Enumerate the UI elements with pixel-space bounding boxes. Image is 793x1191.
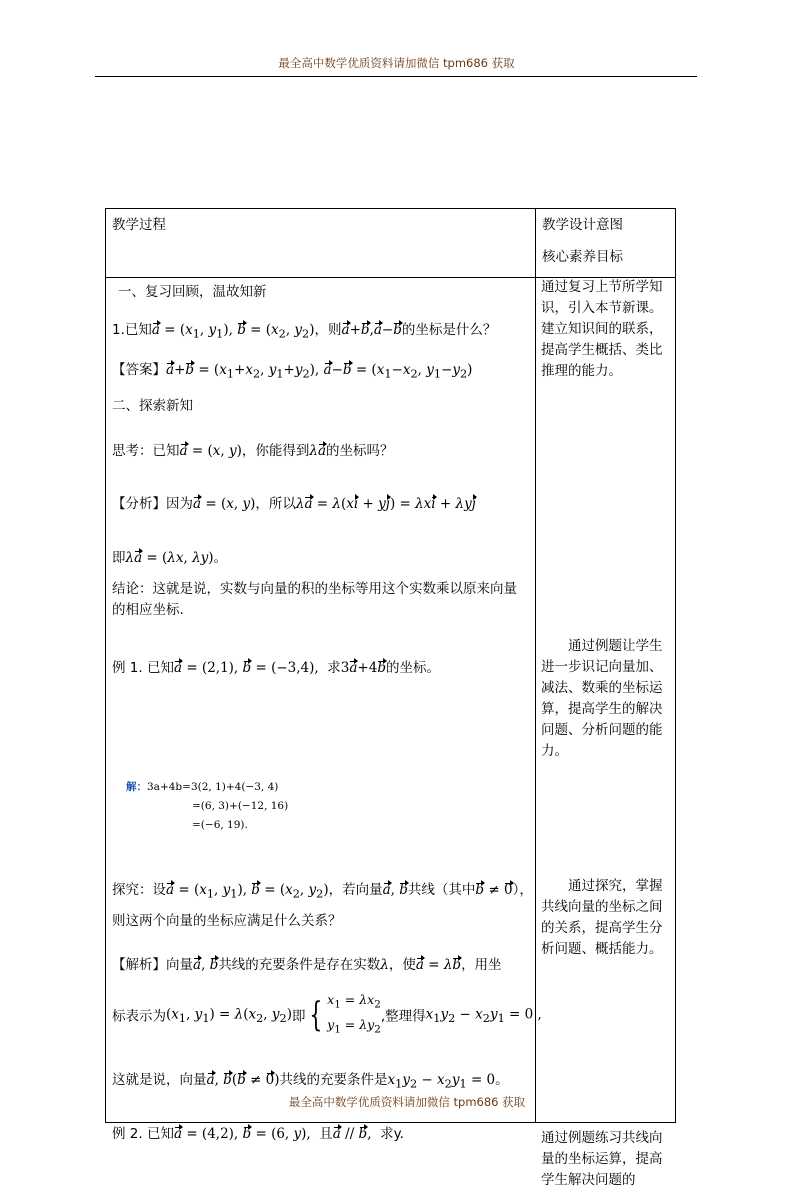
example-2: 例 2. 已知a = (4,2), b = (6, y), 且a // b, 求y.: [112, 1126, 404, 1142]
intent-cell: [536, 278, 676, 1188]
jiexi-line-2: 标表示为($x_1$, $y_1) = \lambda(x_2$, $y_2$)即 { $x_1 = \lambda x_2$ $y_1 = \lambda y_2$ ,整理得$x_1y_2 - x_2y_1 = 0$ ,: [112, 990, 542, 1039]
intent-example-1: 通过例题让学生进一步识记向量加、减法、数乘的坐标运算，提高学生的解决问题、分析问题的能力。: [541, 638, 663, 759]
header-cell-process: [106, 209, 536, 278]
table-header-row: [106, 209, 676, 278]
section-explore-title: 二、探索新知: [112, 398, 193, 414]
header-cell-intent: [536, 209, 676, 278]
intent-example-2: 通过例题练习共线向量的坐标运算，提高学生解决问题的: [541, 1130, 663, 1188]
explore-question-line2: 则这两个向量的坐标应满足什么关系？: [112, 913, 342, 929]
analysis-result: 即λa = (λx, λy)。: [112, 550, 228, 566]
footer-watermark: 最全高中数学优质资料请加微信 tpm686 获取: [288, 1095, 526, 1109]
col2-header-2: 核心素养目标: [542, 249, 623, 265]
system-brace: {: [309, 994, 323, 1035]
question-1: 1.已知$a = (x_1$, $y_1$), $b = (x_2$, $y_2$)，则a+b,a−b的坐标是什么？: [112, 322, 497, 341]
solution-line-2: =(6, 3)+(−12, 16): [192, 800, 289, 812]
equation-system: $x_1 = \lambda x_2$ $y_1 = \lambda y_2$: [327, 992, 381, 1035]
col1-header: 教学过程: [112, 217, 166, 233]
header-rule: [95, 76, 697, 77]
conclusion-text: 结论：这就是说，实数与向量的积的坐标等用这个实数乘以原来向量的相应坐标.: [112, 581, 517, 618]
intent-review: 通过复习上节所学知识，引入本节新课。建立知识间的联系，提高学生概括、类比推理的能力。: [541, 279, 663, 379]
process-cell: [106, 278, 542, 1142]
lesson-table: [105, 208, 676, 1188]
explore-question: 探究：设$a = (x_1$, $y_1$), $b = (x_2$, $y_2$)，若向量a, b共线（其中b ≠ 0），: [112, 882, 533, 901]
answer-1: 【答案】$a+b = (x_1+x_2$, $y_1+y_2$), $a-b = (x_1-x_2$, $y_1-y_2$): [112, 362, 473, 381]
solution-line-3: =(−6, 19).: [192, 819, 248, 831]
solution-label: 解：: [126, 781, 147, 793]
col2-header-1: 教学设计意图: [542, 217, 623, 233]
example-1: 例 1. 已知a = (2,1), b = (−3,4), 求3a+4b的坐标。: [112, 660, 440, 676]
table-body-row: [106, 278, 676, 1123]
solution-line-1: 3a+4b=3(2, 1)+4(−3, 4): [147, 781, 279, 793]
jiexi-line-1: 【解析】向量a, b共线的充要条件是存在实数λ，使a = λb，用坐: [112, 957, 502, 973]
analysis: 【分析】因为a = (x, y)，所以λa = λ(xi + yj) = λxi + λyj: [112, 496, 476, 512]
header-watermark: 最全高中数学优质资料请加微信 tpm686 获取: [278, 56, 515, 70]
section-review-title: 一、复习回顾，温故知新: [118, 284, 267, 300]
intent-explore: 通过探究，掌握共线向量的坐标之间的关系，提高学生分析问题、概括能力。: [541, 878, 663, 957]
collinear-condition: 这就是说，向量a, b(b ≠ 0)共线的充要条件是$x_1y_2 - x_2y_1 = 0$。: [112, 1072, 509, 1091]
example-1-solution: [126, 778, 288, 835]
think-question: 思考：已知a = (x, y)，你能得到λa的坐标吗？: [112, 443, 394, 459]
